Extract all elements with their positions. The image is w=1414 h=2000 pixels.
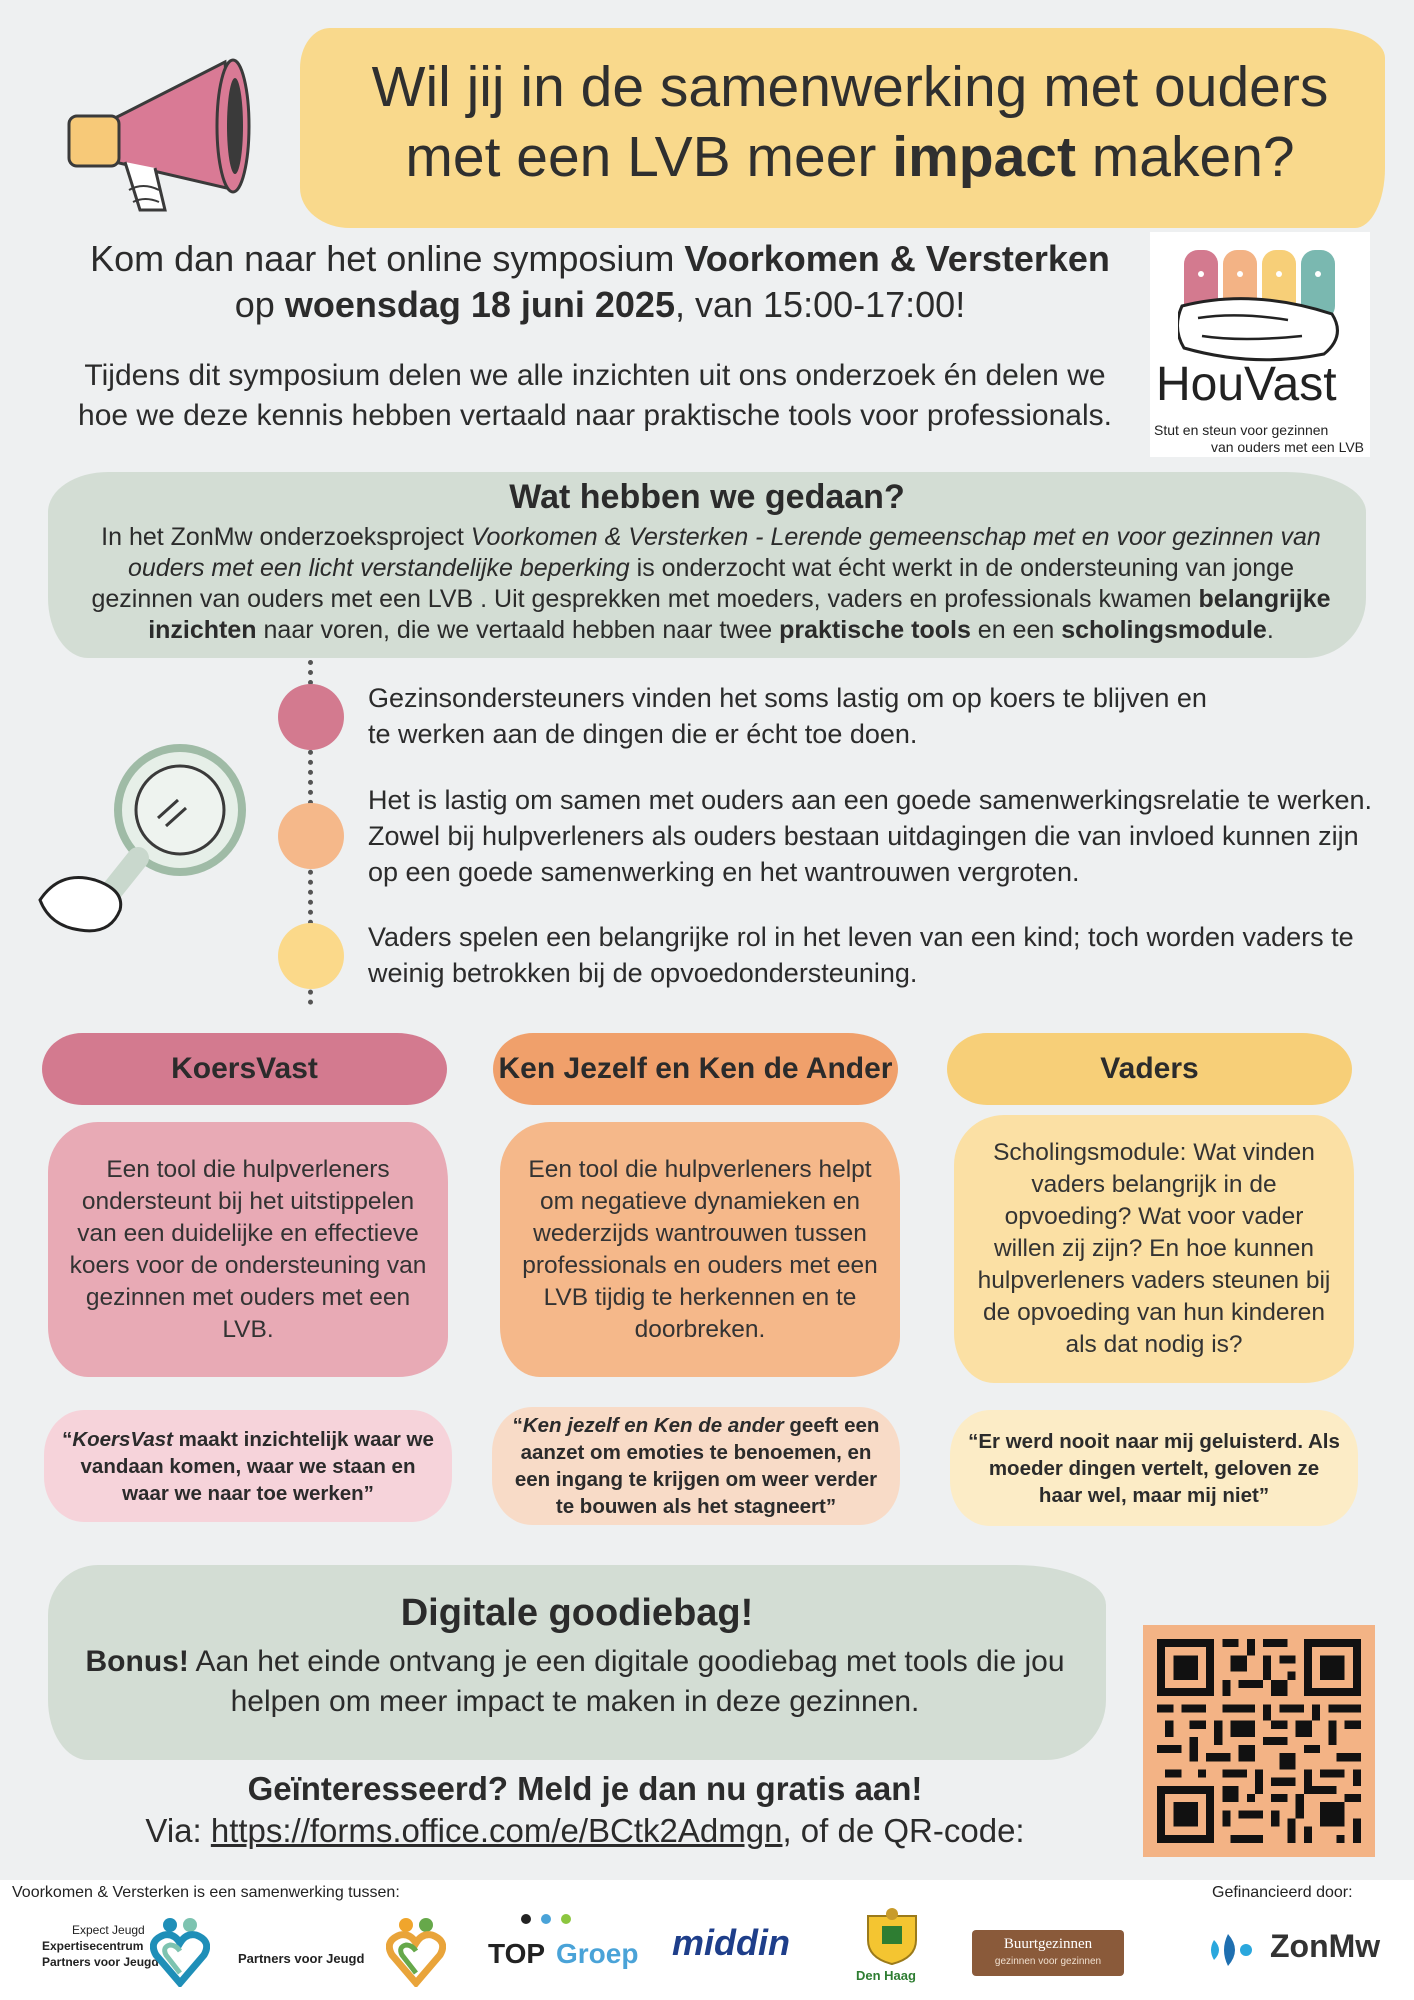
registration-link[interactable]: https://forms.office.com/e/BCtk2Admgn (210, 1812, 783, 1849)
quote-text-2: geeft een aanzet om emoties te benoemen, en een ingang te krijgen om weer verder te bouwen als het stagneert” (514, 1414, 880, 1518)
ken-jezelf-description: Een tool die hulpverleners helpt om negatieve dynamieken en wederzijds wantrouwen tussen professionals en ouders met een LVB tijdig te herkennen en te doorbreken. (500, 1122, 900, 1377)
subtitle-line-1-pre: Kom dan naar het online symposium (90, 238, 685, 279)
done-text-7: en een (970, 616, 1062, 644)
event-time: , van 15:00-17:00! (674, 284, 966, 325)
heart-people-icon (386, 1915, 446, 1987)
hands-icon (1178, 244, 1348, 364)
symposium-name: Voorkomen & Versterken (684, 238, 1110, 279)
groep-text: Groep (556, 1938, 639, 1969)
houvast-logo (1150, 232, 1370, 457)
ken-jezelf-heading: Ken Jezelf en Ken de Ander (493, 1033, 898, 1105)
event-subtitle (60, 236, 1140, 328)
koersvast-description: Een tool die hulpverleners ondersteunt bij het uitstippelen van een duidelijke en effectieve koers voor de ondersteuning van gezinnen met ouders met een LVB. (48, 1122, 448, 1377)
magnifying-glass-icon (30, 730, 250, 945)
subtitle-line-1 (60, 236, 1140, 282)
koersvast-quote (44, 1410, 452, 1522)
partners-voor-jeugd-logo (236, 1915, 456, 1990)
middin-text: middin (672, 1922, 790, 1963)
expect-jeugd-line1: Expertisecentrum (42, 1939, 144, 1953)
subtitle-line-2 (60, 282, 1140, 328)
timeline-dot-pink (278, 684, 344, 750)
quote-open-1: “ (62, 1427, 73, 1451)
expect-jeugd-small: Expect Jeugd (72, 1923, 145, 1937)
den-haag-text: Den Haag (856, 1968, 916, 1983)
expect-jeugd-line2: Partners voor Jeugd (42, 1955, 159, 1969)
zonmw-mark-icon (1210, 1930, 1260, 1970)
title-line-2 (330, 122, 1370, 192)
bonus-label: Bonus! (85, 1645, 189, 1678)
bonus-description: Aan het einde ontvang je een digitale goodiebag met tools die jou helpen om meer impact te maken in deze gezinnen. (188, 1645, 1065, 1718)
vaders-quote (950, 1410, 1358, 1526)
subtitle-line-2-pre: op (234, 284, 285, 325)
tagline-line-1: Stut en steun voor gezinnen (1154, 422, 1329, 438)
funded-label: Gefinancieerd door: (1212, 1884, 1353, 1901)
page-title (330, 52, 1370, 192)
koersvast-heading: KoersVast (42, 1033, 447, 1105)
title-line-1: Wil jij in de samenwerking met ouders (371, 55, 1329, 119)
done-title: Wat hebben we gedaan? (509, 478, 905, 516)
call-to-action (60, 1768, 1110, 1852)
houvast-tagline (1154, 422, 1364, 456)
done-key-insights: belangrijke inzichten (148, 585, 1331, 644)
zonmw-text: ZonMw (1270, 1928, 1381, 1964)
quote-text-1: maakt inzichtelijk waar we vandaan komen, waar we staan en waar we naar toe werken” (80, 1427, 434, 1505)
goodiebag-title: Digitale goodiebag! (400, 1592, 754, 1634)
timeline-dot-orange (278, 803, 344, 869)
buurtgezinnen-subtext: gezinnen voor gezinnen (994, 1956, 1102, 1967)
quote-italic-2: Ken jezelf en Ken de ander (522, 1414, 784, 1437)
vaders-description: Scholingsmodule: Wat vinden vaders belangrijk in de opvoeding? Wat voor vader willen zij zijn? En hoe kunnen hulpverleners vaders steunen bij de opvoeding van hun kinderen als dat nodig is? (954, 1115, 1354, 1383)
done-text-5: naar voren, die we vertaald hebben naar twee (256, 616, 780, 644)
intro-text: Tijdens dit symposium delen we alle inzichten uit ons onderzoek én delen we hoe we deze kennis hebben vertaald naar praktische tools voor professionals. (78, 359, 1112, 432)
den-haag-logo (852, 1906, 932, 1992)
done-text-3: is onderzocht wat écht werkt in de ondersteuning van jonge gezinnen van ouders met een LVB . Uit gesprekken met moeders, vaders en professionals kwamen (91, 554, 1294, 613)
vaders-heading: Vaders (947, 1033, 1352, 1105)
megaphone-icon (55, 50, 265, 220)
title-impact: impact (892, 125, 1076, 189)
title-line-2-pre: met een LVB meer (405, 125, 893, 189)
quote-open-2: “ (512, 1414, 523, 1437)
heart-people-icon (150, 1915, 210, 1987)
cta-via: Via: (145, 1812, 211, 1849)
project-name: Voorkomen & Versterken - Lerende gemeenschap met en voor gezinnen van ouders met een licht verstandelijke beperking (128, 523, 1321, 582)
people-icon (516, 1912, 576, 1934)
quote-text-3: “Er werd nooit naar mij geluisterd. Als moeder dingen vertelt, geloven ze haar wel, maar mij niet” (968, 1429, 1340, 1507)
goodiebag-text (80, 1642, 1070, 1722)
quote-italic-1: KoersVast (72, 1427, 173, 1451)
qr-code[interactable] (1157, 1639, 1361, 1843)
title-line-2-post: maken? (1075, 125, 1295, 189)
buurtgezinnen-text: Buurtgezinnen (1003, 1936, 1093, 1952)
cta-headline: Geïnteresseerd? Meld je dan nu gratis aan! (247, 1770, 923, 1807)
done-text-9: . (1266, 616, 1274, 644)
zonmw-logo (1210, 1926, 1390, 1974)
coat-of-arms-icon (862, 1906, 922, 1966)
cta-link-line (60, 1810, 1110, 1852)
partners-label: Voorkomen & Versterken is een samenwerking tussen: (12, 1884, 400, 1901)
done-text-1: In het ZonMw onderzoeksproject (101, 523, 471, 551)
cta-qr-text: , of de QR-code: (782, 1812, 1025, 1849)
buurtgezinnen-logo (972, 1930, 1124, 1976)
houvast-wordmark: HouVast (1156, 358, 1337, 411)
event-date: woensdag 18 juni 2025 (284, 284, 675, 325)
insight-3: Vaders spelen een belangrijke rol in het leven van een kind; toch worden vaders te weinig betrokken bij de opvoedondersteuning. (368, 922, 1354, 988)
middin-logo (672, 1922, 802, 1972)
insight-1: Gezinsondersteuners vinden het soms lastig om op koers te blijven en te werken aan de dingen die er écht toe doen. (368, 683, 1207, 749)
pvj-label: Partners voor Jeugd (238, 1951, 365, 1966)
insight-2: Het is lastig om samen met ouders aan een goede samenwerkingsrelatie te werken. Zowel bij hulpverleners als ouders bestaan uitdagingen die van invloed kunnen zijn op een goede samenwerking en het wantrouwen vergroten. (368, 785, 1373, 887)
ken-jezelf-quote (492, 1407, 900, 1525)
done-text (76, 522, 1346, 646)
done-module: scholingsmodule (1061, 616, 1267, 644)
qr-code-frame (1143, 1625, 1375, 1857)
top-groep-logo (488, 1910, 639, 1990)
tagline-line-2: van ouders met een LVB (1210, 439, 1364, 455)
top-text: TOP (488, 1938, 546, 1969)
done-tools: praktische tools (779, 616, 971, 644)
expect-jeugd-logo (20, 1915, 220, 1990)
timeline-dot-yellow (278, 923, 344, 989)
